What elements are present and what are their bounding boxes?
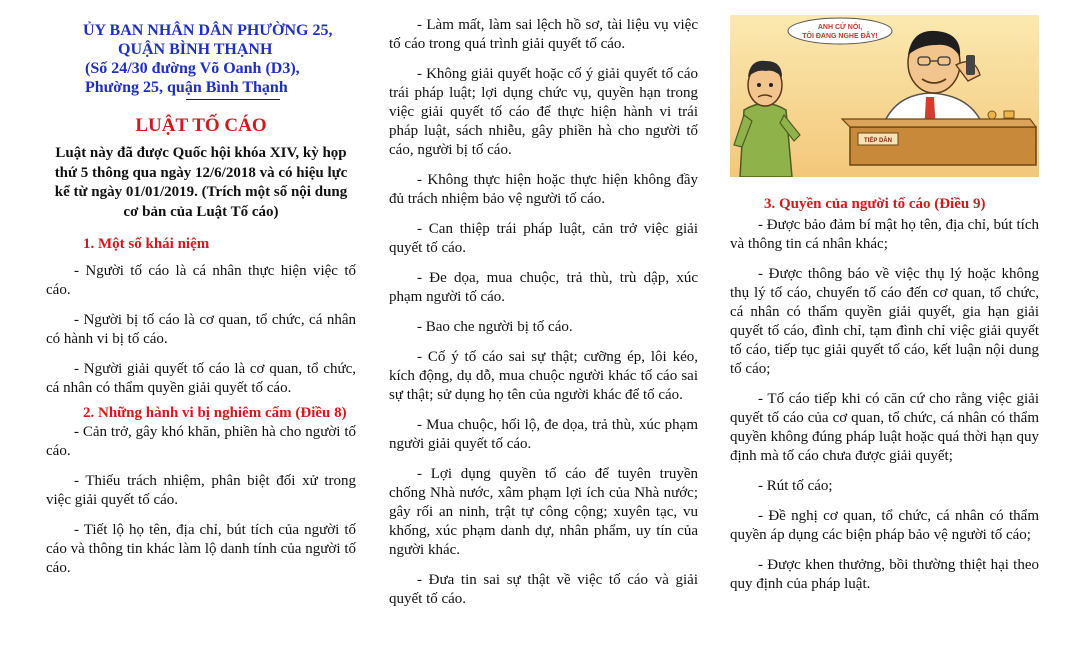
section-2-item: - Tiết lộ họ tên, địa chỉ, bút tích của người tố cáo và thông tin khác làm lộ danh tính của người tố cáo.	[46, 522, 356, 576]
issuer-line-4: Phường 25, quận Bình Thạnh	[85, 79, 288, 96]
section-2-item: - Đưa tin sai sự thật về việc tố cáo và giải quyết tố cáo.	[389, 572, 698, 607]
column-3	[730, 0, 1039, 663]
bubble-line-2: TÔI ĐANG NGHE ĐÂY!	[802, 33, 878, 40]
section-2-item: - Không thực hiện hoặc thực hiện không đầy đủ trách nhiệm bảo vệ người tố cáo.	[389, 172, 698, 207]
cartoon-illustration	[730, 15, 1039, 177]
cartoon-svg	[730, 15, 1039, 177]
section-3-item: - Đề nghị cơ quan, tổ chức, cá nhân có thẩm quyền áp dụng các biện pháp bảo vệ người tố cáo;	[730, 508, 1039, 543]
section-2-item: - Bao che người bị tố cáo.	[417, 319, 573, 335]
section-2-item: - Cản trở, gây khó khăn, phiền hà cho người tố cáo.	[46, 424, 356, 459]
document-title: LUẬT TỐ CÁO	[135, 115, 267, 136]
section-1-item: - Người giải quyết tố cáo là cơ quan, tổ chức, cá nhân có thẩm quyền giải quyết tố cáo.	[46, 361, 356, 396]
section-1-item: - Người bị tố cáo là cơ quan, tổ chức, cá nhân có hành vi bị tố cáo.	[46, 312, 356, 347]
speech-bubble	[788, 18, 892, 44]
section-2-item: - Cố ý tố cáo sai sự thật; cưỡng ép, lôi kéo, kích động, dụ dỗ, mua chuộc người khác tố cáo sai sự thật; sử dụng họ tên của người khác để tố cáo.	[389, 349, 698, 403]
issuer-line-3: (Số 24/30 đường Võ Oanh (D3),	[85, 60, 300, 77]
section-3-item: - Rút tố cáo;	[758, 478, 833, 494]
section-2-item: - Thiếu trách nhiệm, phân biệt đối xử trong việc giải quyết tố cáo.	[46, 473, 356, 508]
section-1-heading: 1. Một số khái niệm	[83, 236, 210, 252]
reception-desk	[842, 111, 1036, 165]
section-1-item: - Người tố cáo là cá nhân thực hiện việc tố cáo.	[46, 263, 356, 298]
section-2-item: - Lợi dụng quyền tố cáo để tuyên truyền chống Nhà nước, xâm phạm lợi ích của Nhà nước; gây rối an ninh, trật tự công cộng; xuyên tạc, vu khống, xúc phạm danh dự, nhân phẩm, uy tín của người khác.	[389, 466, 698, 558]
section-2-item: - Làm mất, làm sai lệch hồ sơ, tài liệu vụ việc tố cáo trong quá trình giải quyết tố cáo.	[389, 17, 698, 52]
section-3-item: - Được bảo đảm bí mật họ tên, địa chỉ, bút tích và thông tin cá nhân khác;	[730, 217, 1039, 252]
section-3-item: - Tố cáo tiếp khi có căn cứ cho rằng việc giải quyết tố cáo của cơ quan, tổ chức, cá nhân có thẩm quyền không đúng pháp luật hoặc quá thời hạn quy định mà tố cáo chưa được giải quyết;	[730, 391, 1039, 464]
bubble-line-1: ANH CỨ NÓI,	[817, 24, 863, 31]
column-1	[46, 0, 356, 663]
section-3-item: - Được khen thưởng, bồi thường thiệt hại theo quy định của pháp luật.	[730, 557, 1039, 592]
section-2-item: - Không giải quyết hoặc cố ý giải quyết tố cáo trái pháp luật; lợi dụng chức vụ, quyền hạn trong việc giải quyết tố cáo để thực hiện hành vi trái pháp luật, sách nhiễu, gây phiền hà cho người tố cáo, người bị tố cáo.	[389, 66, 698, 158]
section-2-item: - Mua chuộc, hối lộ, đe dọa, trả thù, xúc phạm người giải quyết tố cáo.	[389, 417, 698, 452]
issuer-line-2: QUẬN BÌNH THẠNH	[118, 41, 273, 58]
column-2	[389, 0, 698, 663]
section-3-item: - Được thông báo về việc thụ lý hoặc không thụ lý tố cáo, chuyển tố cáo đến cơ quan, tổ chức, cá nhân có thẩm quyền giải quyết, gia hạn giải quyết tố cáo, đình chỉ, tạm đình chỉ việc giải quyết tố cáo, tiếp tục giải quyết tố cáo, kết luận nội dung tố cáo;	[730, 266, 1039, 377]
issuer-line-1: ỦY BAN NHÂN DÂN PHƯỜNG 25,	[83, 22, 333, 39]
issuer-header	[46, 21, 356, 97]
desk-sign: TIẾP DÂN	[864, 138, 892, 144]
document-intro: Luật này đã được Quốc hội khóa XIV, kỳ họp thứ 5 thông qua ngày 12/6/2018 và có hiệu lực kể từ ngày 01/01/2019. (Trích một số nội dung cơ bản của Luật Tố cáo)	[54, 145, 348, 220]
section-2-item: - Đe dọa, mua chuộc, trả thù, trù dập, xúc phạm người tố cáo.	[389, 270, 698, 305]
header-divider	[186, 99, 280, 100]
section-2-heading: 2. Những hành vi bị nghiêm cấm (Điều 8)	[83, 405, 347, 421]
section-3-heading: 3. Quyền của người tố cáo (Điều 9)	[764, 196, 986, 212]
section-2-item: - Can thiệp trái pháp luật, cản trở việc giải quyết tố cáo.	[389, 221, 698, 256]
